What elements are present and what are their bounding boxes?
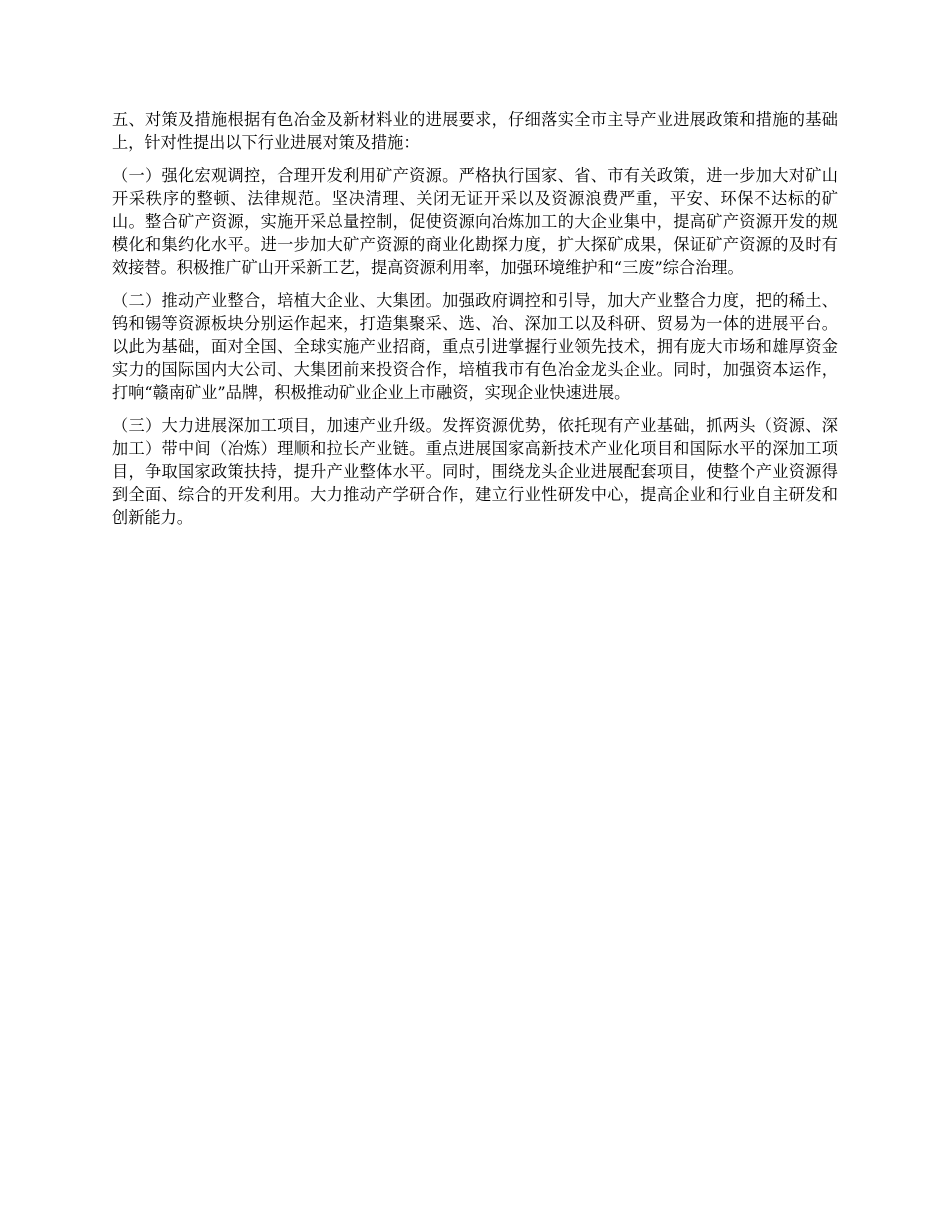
paragraph-2: （二）推动产业整合，培植大企业、大集团。加强政府调控和引导，加大产业整合力度，把的稀土、钨和锡等资源板块分别运作起来，打造集聚采、选、冶、深加工以及科研、贸易为一体的进展平台。以此为基础，面对全国、全球实施产业招商，重点引进掌握行业领先技术，拥有庞大市场和雄厚资金实力的国际国内大公司、大集团前来投资合作，培植我市有色冶金龙头企业。同时，加强资本运作，打响“赣南矿业”品牌，积极推动矿业企业上市融资，实现企业快速进展。: [112, 291, 838, 402]
section-heading-paragraph: 五、对策及措施根据有色冶金及新材料业的进展要求，仔细落实全市主导产业进展政策和措施的基础上，针对性提出以下行业进展对策及措施：: [112, 110, 838, 152]
paragraph-1: （一）强化宏观调控，合理开发利用矿产资源。严格执行国家、省、市有关政策，进一步加大对矿山开采秩序的整顿、法律规范。坚决清理、关闭无证开采以及资源浪费严重，平安、环保不达标的矿山。整合矿产资源，实施开采总量控制，促使资源向冶炼加工的大企业集中，提高矿产资源开发的规模化和集约化水平。进一步加大矿产资源的商业化勘探力度，扩大探矿成果，保证矿产资源的及时有效接替。积极推广矿山开采新工艺，提高资源利用率，加强环境维护和“三废”综合治理。: [112, 166, 838, 277]
document-body: [112, 108, 838, 529]
paragraph-3: （三）大力进展深加工项目，加速产业升级。发挥资源优势，依托现有产业基础，抓两头（资源、深加工）带中间（冶炼）理顺和拉长产业链。重点进展国家高新技术产业化项目和国际水平的深加工项目，争取国家政策扶持，提升产业整体水平。同时，围绕龙头企业进展配套项目，使整个产业资源得到全面、综合的开发利用。大力推动产学研合作，建立行业性研发中心，提高企业和行业自主研发和创新能力。: [112, 416, 838, 527]
